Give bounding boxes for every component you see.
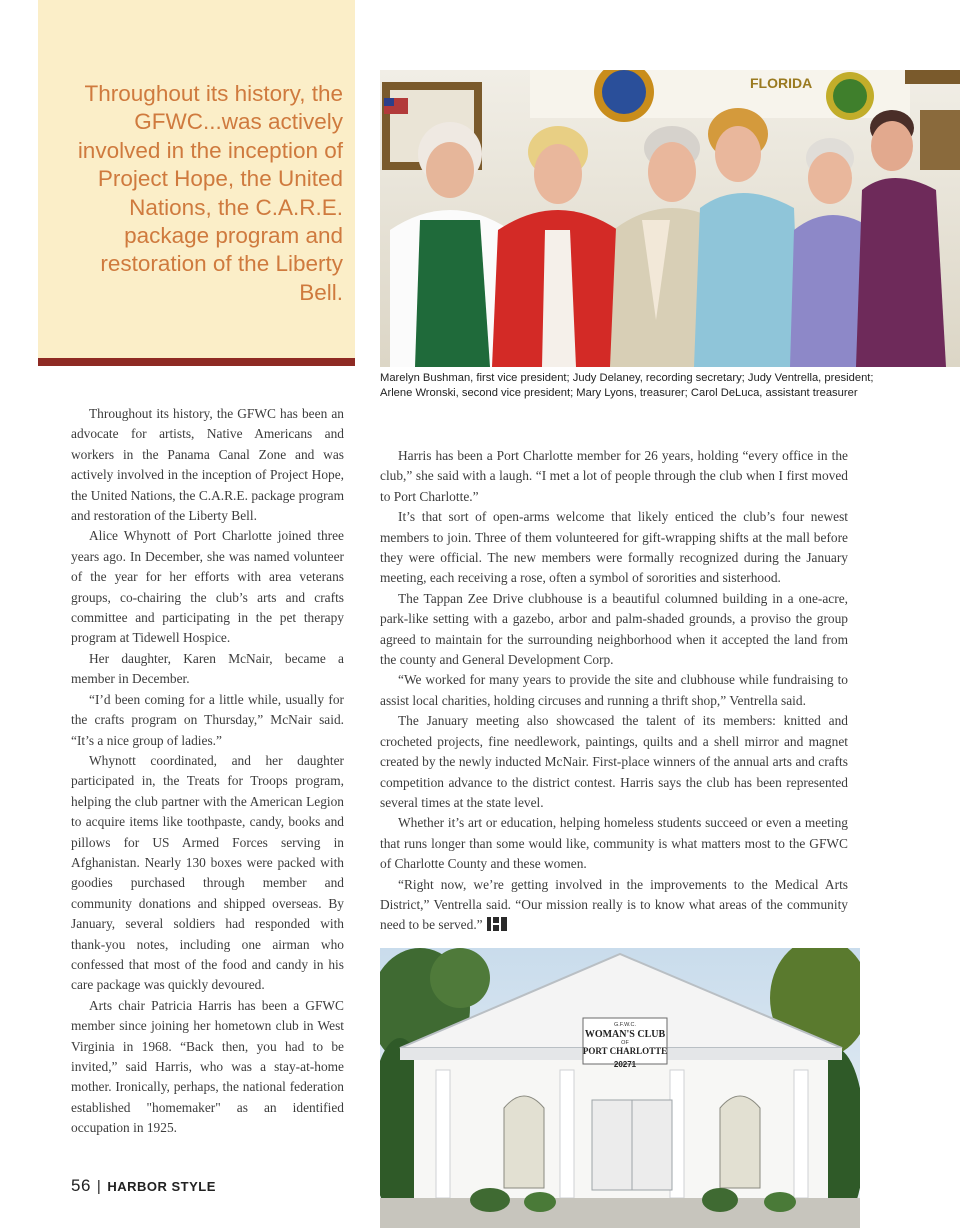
- paragraph-last: [380, 875, 848, 936]
- sign-port-charlotte: PORT CHARLOTTE: [582, 1046, 668, 1056]
- sign-number: 20271: [613, 1060, 637, 1069]
- officers-photo-illustration: [380, 70, 960, 367]
- pull-quote: Throughout its history, the GFWC...was actively involved in the inception of Project Hope, the United Nations, the C.A.R.E. package program and restoration of the Liberty Bell.: [77, 81, 343, 305]
- magazine-name: HARBOR STYLE: [107, 1179, 216, 1194]
- paragraph: Arts chair Patricia Harris has been a GFWC member since joining her hometown club in West Virginia in 1968. “Back then, you had to be invited,” said Harris, who was a stay-at-home mother. Ironically, perhaps, the national federation established "homemaker" as an identified occupation in 1925.: [71, 997, 344, 1136]
- page-number: 56: [71, 1176, 91, 1195]
- officers-photo: [380, 70, 960, 367]
- paragraph: Throughout its history, the GFWC has been an advocate for artists, Native Americans and workers in the Panama Canal Zone and was actively involved in the inception of Project Hope, the United Nations, the C.A.R.E. package program and restoration of the Liberty Bell.: [71, 406, 344, 524]
- clubhouse-photo-illustration: [380, 948, 860, 1228]
- paragraph: It’s that sort of open-arms welcome that likely enticed the club’s four newest members to join. Three of them volunteered for gift-wrapping shifts at the mall before they were official. The new members were formally recognized during the January meeting, each receiving a rose, often a symbol of sororities and sisterhood.: [380, 509, 848, 586]
- photo-caption: Marelyn Bushman, first vice president; Judy Delaney, recording secretary; Judy Ventrella, president; Arlene Wronski, second vice president; Mary Lyons, treasurer; Carol DeLuca, assistant treasurer: [380, 372, 874, 400]
- folio-separator: |: [96, 1178, 102, 1195]
- paragraph: Whether it’s art or education, helping homeless students succeed or even a meeting that runs longer than some would like, community is what matters most to the GFWC of Charlotte County and these women.: [380, 815, 848, 872]
- paragraph-last-text: “Right now, we’re getting involved in the improvements to the Medical Arts District,” Ventrella said. “Our mission really is to know what areas of the community need to be served.”: [380, 876, 848, 933]
- article-right-column: [380, 446, 848, 936]
- paragraph: “We worked for many years to provide the site and clubhouse while fundraising to assist local charities, holding circuses and running a thrift shop,” Ventrella said.: [380, 672, 848, 708]
- sign-gfwc: G.F.W.C.: [614, 1022, 636, 1028]
- clubhouse-photo: [380, 948, 860, 1228]
- sign-womans-club: WOMAN'S CLUB: [584, 1029, 666, 1040]
- paragraph: Harris has been a Port Charlotte member for 26 years, holding “every office in the club,” she said with a laugh. “I met a lot of people through the club when I first moved to Port Charlotte.”: [380, 448, 848, 504]
- pull-quote-panel: [38, 0, 355, 360]
- page-folio: [71, 1176, 216, 1196]
- paragraph: Her daughter, Karen McNair, became a member in December.: [71, 650, 344, 687]
- pull-quote-rule: [38, 358, 355, 366]
- paragraph: The January meeting also showcased the talent of its members: knitted and crocheted projects, fine needlework, paintings, quilts and a shell mirror and magnet created by the newly inducted McNair. First-place winners of the annual arts and crafts competition advance to the district contest. Harris says the club has been represented several times at the state level.: [380, 713, 848, 810]
- paragraph: The Tappan Zee Drive clubhouse is a beautiful columned building in a one-acre, park-like setting with a gazebo, arbor and palm-shaded grounds, a proviso the group agreed to maintain for the surrounding neighborhood when it accepted the land from the county and General Development Corp.: [380, 590, 848, 668]
- end-mark-icon: [487, 917, 507, 931]
- sign-of: OF: [621, 1040, 629, 1046]
- paragraph: Whynott coordinated, and her daughter participated in, the Treats for Troops program, helping the club partner with the American Legion to acquire items like toothpaste, candy, books and pillows for US Armed Forces serving in Afghanistan. Nearly 130 boxes were packed with goodies purchased through member and community donations and shipped overseas. By January, several soldiers had responded with thank-you notes, including one airman who confessed that most of the food and candy in his care package was quickly devoured.: [71, 752, 344, 993]
- article-left-column: [71, 404, 344, 1139]
- paragraph: “I’d been coming for a little while, usually for the crafts program on Thursday,” McNair said. “It’s a nice group of ladies.”: [71, 691, 344, 748]
- banner-florida-text: FLORIDA: [750, 75, 813, 91]
- paragraph: Alice Whynott of Port Charlotte joined three years ago. In December, she was named volunteer of the year for her efforts with area veterans groups, co-chairing the club’s arts and crafts committee and participating in the pet therapy program at Tidewell Hospice.: [71, 528, 344, 646]
